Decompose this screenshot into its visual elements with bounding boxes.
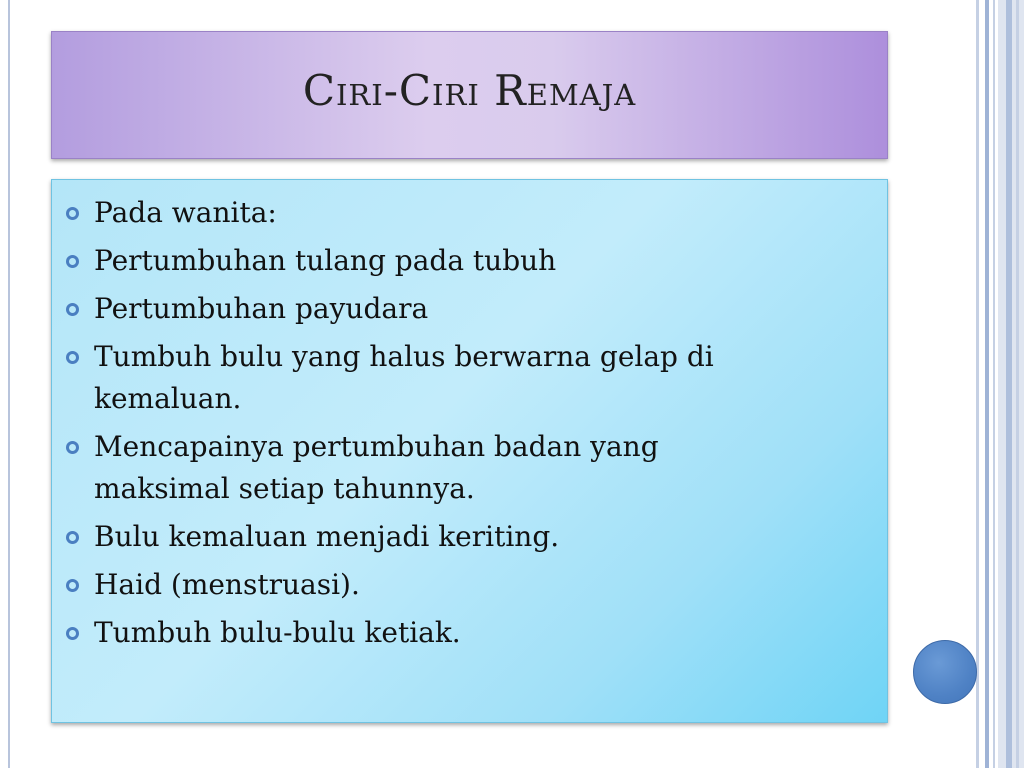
decorative-circle — [913, 640, 977, 704]
bullet-circle-icon — [66, 441, 79, 454]
bullet-item — [52, 192, 887, 234]
bullet-circle-icon — [66, 531, 79, 544]
left-border-rule — [8, 0, 10, 768]
bullet-text: Tumbuh bulu-bulu ketiak. — [94, 616, 461, 649]
bullet-circle-icon — [66, 351, 79, 364]
right-decorative-stripes — [976, 0, 1024, 768]
bullet-item — [52, 240, 887, 282]
slide-title: Ciri-Ciri Remaja — [302, 65, 637, 115]
bullet-item — [52, 288, 887, 330]
bullet-circle-icon — [66, 207, 79, 220]
bullet-circle-icon — [66, 255, 79, 268]
bullet-circle-icon — [66, 579, 79, 592]
bullet-text: Pertumbuhan payudara — [94, 292, 429, 325]
bullet-item — [52, 564, 887, 606]
bullet-text: Bulu kemaluan menjadi keriting. — [94, 520, 560, 553]
bullet-text: Tumbuh bulu yang halus berwarna gelap di kemaluan. — [94, 340, 714, 415]
bullet-item — [52, 426, 887, 510]
bullet-circle-icon — [66, 303, 79, 316]
bullet-circle-icon — [66, 627, 79, 640]
bullet-text: Mencapainya pertumbuhan badan yang maksimal setiap tahunnya. — [94, 430, 659, 505]
bullet-item — [52, 336, 887, 420]
bullet-text: Haid (menstruasi). — [94, 568, 360, 601]
title-banner — [51, 31, 888, 159]
bullet-list — [52, 180, 887, 654]
bullet-item — [52, 612, 887, 654]
bullet-text: Pada wanita: — [94, 196, 277, 229]
content-panel — [51, 179, 888, 723]
bullet-item — [52, 516, 887, 558]
bullet-text: Pertumbuhan tulang pada tubuh — [94, 244, 557, 277]
